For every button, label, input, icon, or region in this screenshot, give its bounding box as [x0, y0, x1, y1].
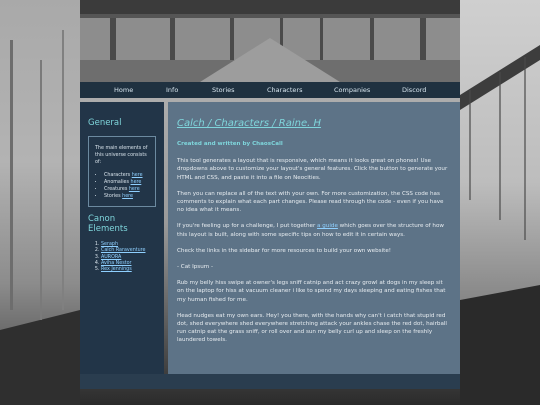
- list-item: • Characters here: [104, 172, 149, 179]
- footer-bar: [80, 374, 460, 389]
- creatures-link[interactable]: here: [128, 187, 140, 192]
- list-item: • Anomalies here: [104, 179, 149, 186]
- paragraph: Then you can replace all of the text with your own. For more customization, the CSS code has comments to explain what each part changes. Please read through the code - even if you have no idea what it means.: [177, 190, 444, 214]
- list-item: [101, 267, 156, 273]
- sidebar-canon-heading: Canon Elements: [88, 214, 128, 234]
- list-item: • Stories here: [104, 193, 149, 200]
- canon-link-rex[interactable]: Rex Jennings: [101, 267, 132, 273]
- guide-link[interactable]: a guide: [317, 223, 338, 230]
- canon-link-calch[interactable]: Calch Raraventure: [101, 248, 146, 254]
- canon-list: [88, 242, 156, 273]
- anomalies-link[interactable]: here: [130, 180, 142, 185]
- paragraph: Check the links in the sidebar for more resources to build your own website!: [177, 247, 392, 254]
- canon-link-seraph[interactable]: Seraph: [101, 242, 118, 247]
- canon-link-aviha[interactable]: Aviha Nestor: [101, 260, 132, 266]
- paragraph: - Cat Ipsum -: [177, 264, 214, 271]
- page-title: Calch / Characters / Raine. H: [177, 118, 321, 129]
- sidebar-general-box: [88, 136, 156, 207]
- nav-companies[interactable]: Companies: [334, 86, 371, 94]
- paragraph: Head nudges eat my own ears. Hey! you there, with the hands why can't i catch that stupid red dot, shed everywhere shed everywhere stretching attack your ankles chase the red dot, hairball run catnip eat the grass sniff, or roll over and sun my belly curl up and sleep on the freshly laundered towels.: [177, 312, 447, 344]
- elements-list: [95, 172, 149, 200]
- sidebar-general-text: The main elements of this universe consists of:: [95, 146, 148, 165]
- paragraph: This tool generates a layout that is responsive, which means it looks great on phones! Use dropdowns above to customize your layout's general features. Click the button to generate your HTML and CSS, and paste it into a file on Neocities.: [177, 158, 448, 181]
- paragraph: If you're feeling up for a challenge, I put together a guide which goes over the structure of how this layout is built, along with some specific tips on how to edit it in certain ways.: [177, 223, 444, 238]
- byline: Created and written by ChaosCall: [177, 141, 283, 147]
- nav-info[interactable]: Info: [166, 86, 179, 94]
- sidebar: [80, 102, 164, 374]
- list-item: • Creatures here: [104, 186, 149, 193]
- paragraph: Rub my belly hiss swipe at owner's legs sniff catnip and act crazy growl at dogs in my sleep sit on the laptop for hiss at vacuum cleaner i like to spend my days sleeping and eating fishes that my human fished for me.: [177, 280, 446, 303]
- stories-link[interactable]: here: [122, 194, 133, 199]
- main-content: [168, 102, 460, 374]
- top-navigation: [80, 82, 460, 98]
- sidebar-general-heading: General: [88, 118, 122, 128]
- header-banner: [80, 0, 460, 82]
- characters-link[interactable]: here: [131, 173, 143, 178]
- nav-characters[interactable]: Characters: [267, 86, 303, 94]
- nav-discord[interactable]: Discord: [402, 86, 427, 94]
- nav-stories[interactable]: Stories: [212, 86, 235, 94]
- canon-link-aurora[interactable]: AURORA: [101, 254, 122, 260]
- nav-home[interactable]: Home: [114, 86, 134, 94]
